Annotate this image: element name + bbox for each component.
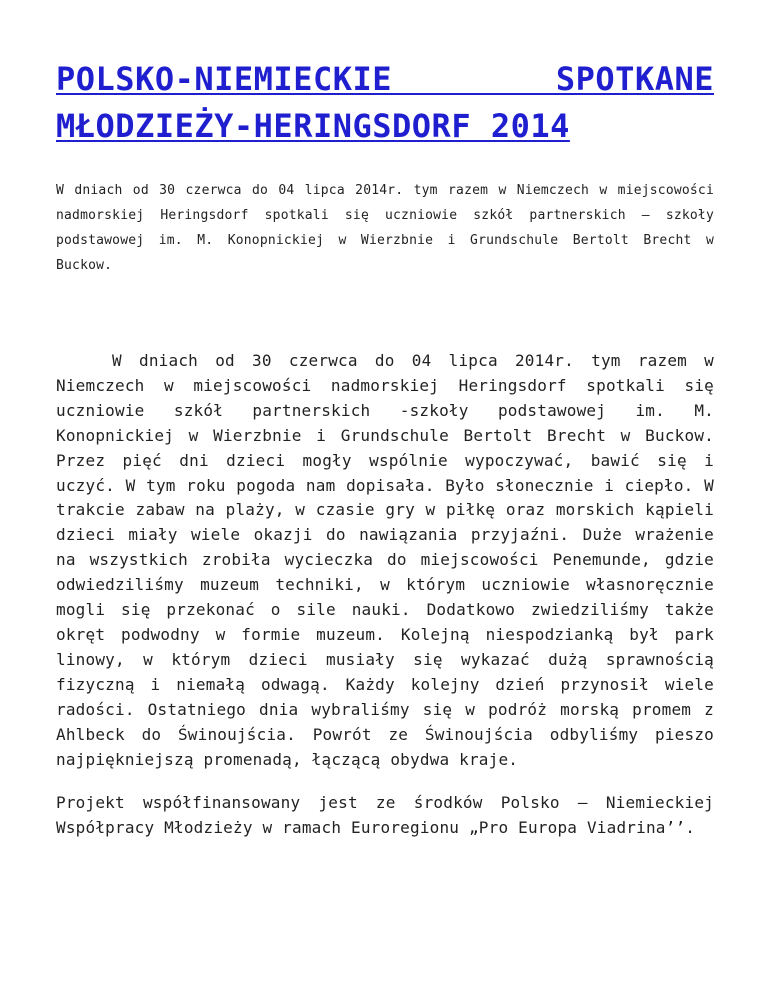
page-title-link[interactable]: POLSKO-NIEMIECKIE SPOTKANE MŁODZIEŻY-HERINGSDORF 2014 <box>56 60 714 145</box>
article-body-paragraph: W dniach od 30 czerwca do 04 lipca 2014r. tym razem w Niemczech w miejscowości nadmorskiej Heringsdorf spotkali się uczniowie szkół partnerskich -szkoły podstawowej im. M. Konopnickiej w Wierzbnie i Grundschule Bertolt Brecht w Buckow. Przez pięć dni dzieci mogły wspólnie wypoczywać, bawić się i uczyć. W tym roku pogoda nam dopisała. Było słonecznie i ciepło. W trakcie zabaw na plaży, w czasie gry w piłkę oraz morskich kąpieli dzieci miały wiele okazji do nawiązania przyjaźni. Duże wrażenie na wszystkich zrobiła wycieczka do miejscowości Penemunde, gdzie odwiedziliśmy muzeum techniki, w którym uczniowie własnoręcznie mogli się przekonać o sile nauki. Dodatkowo zwiedziliśmy także okręt podwodny w formie muzeum. Kolejną niespodzianką był park linowy, w którym dzieci musiały się wykazać dużą sprawnością fizyczną i niemałą odwagą. Każdy kolejny dzień przynosił wiele radości. Ostatniego dnia wybraliśmy się w podróż morską promem z Ahlbeck do Świnoujścia. Powrót ze Świnoujścia odbyliśmy pieszo najpiękniejszą promenadą, łączącą obydwa kraje. <box>56 351 714 769</box>
funding-note-paragraph: Projekt współfinansowany jest ze środków Polsko – Niemieckiej Współpracy Młodzieży w ramach Euroregionu „Pro Europa Viadrina’’. <box>56 793 714 838</box>
document-page <box>56 56 714 840</box>
intro-paragraph: W dniach od 30 czerwca do 04 lipca 2014r. tym razem w Niemczech w miejscowości nadmorskiej Heringsdorf spotkali się uczniowie szkół partnerskich – szkoły podstawowej im. M. Konopnickiej w Wierzbnie i Grundschule Bertolt Brecht w Buckow. <box>56 183 714 273</box>
